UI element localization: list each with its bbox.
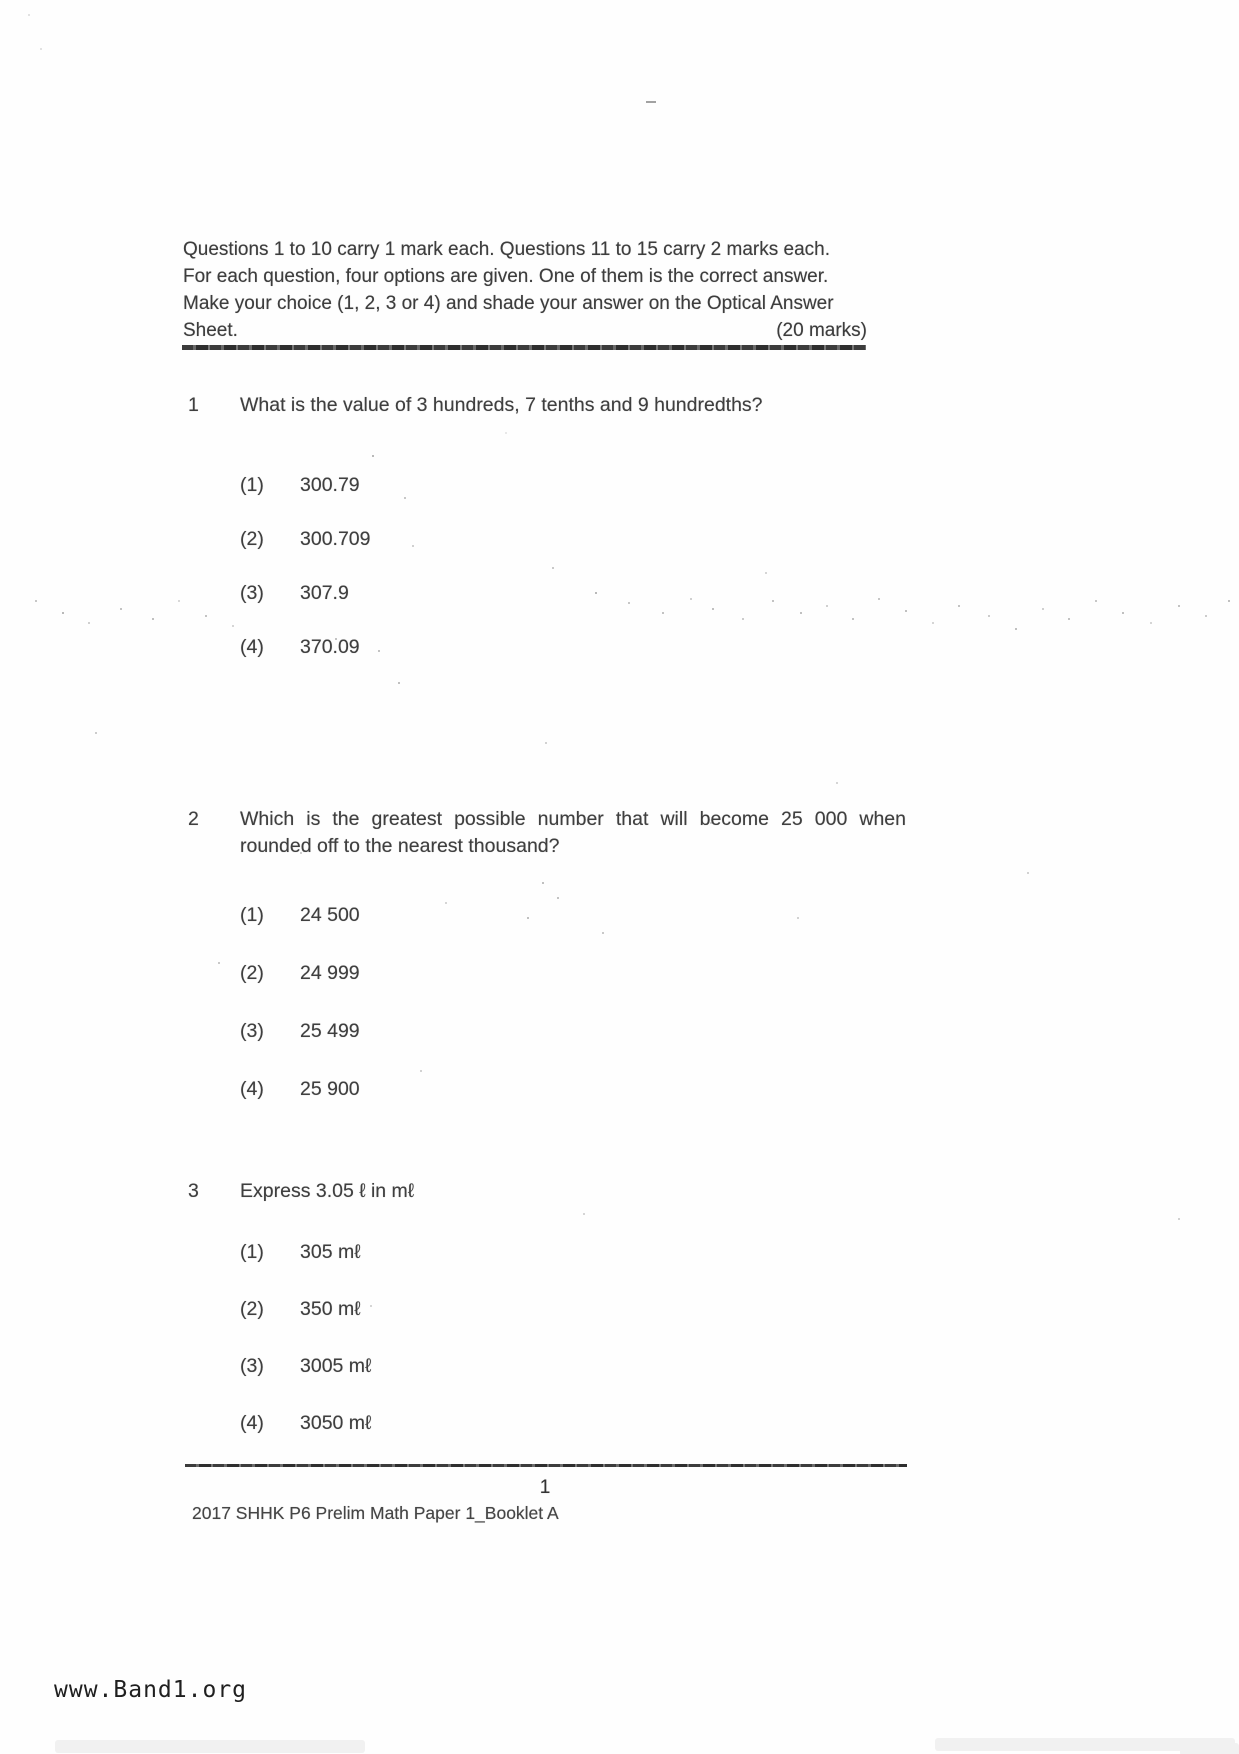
option-row xyxy=(240,580,763,607)
option-row xyxy=(240,960,906,987)
footer-divider-line xyxy=(185,1464,907,1467)
option-label: (3) xyxy=(240,1355,264,1377)
question-3 xyxy=(188,1178,414,1467)
option-label: (4) xyxy=(240,1078,264,1100)
option-row xyxy=(240,472,763,499)
option-label: (3) xyxy=(240,582,264,604)
option-value: 350 mℓ xyxy=(300,1298,361,1320)
instructions-line-4: Sheet. xyxy=(183,320,238,341)
option-row xyxy=(240,902,906,929)
option-label: (2) xyxy=(240,962,264,984)
question-text: Express 3.05 ℓ in mℓ xyxy=(240,1180,415,1202)
question-3-options xyxy=(240,1239,414,1437)
option-label: (2) xyxy=(240,528,264,550)
document-footer-title: 2017 SHHK P6 Prelim Math Paper 1_Booklet A xyxy=(192,1503,559,1523)
option-value: 370.09 xyxy=(300,636,360,658)
question-2 xyxy=(188,806,906,1134)
page-number: 1 xyxy=(539,1477,551,1498)
question-1-options xyxy=(240,472,763,661)
option-value: 305 mℓ xyxy=(300,1241,361,1263)
instructions-block xyxy=(183,236,867,344)
option-row xyxy=(240,1239,414,1266)
question-2-options xyxy=(240,902,906,1103)
option-row xyxy=(240,1018,906,1045)
option-label: (2) xyxy=(240,1298,264,1320)
question-number: 3 xyxy=(188,1180,199,1202)
scan-smudge xyxy=(1180,1743,1239,1754)
option-value: 300.79 xyxy=(300,474,360,496)
scan-noise-specks xyxy=(0,0,2,2)
option-row xyxy=(240,634,763,661)
option-row xyxy=(240,1296,414,1323)
watermark-url: www.Band1.org xyxy=(54,1677,248,1703)
header-divider-line xyxy=(182,345,866,350)
option-value: 3050 mℓ xyxy=(300,1412,372,1434)
instructions-line-3: Make your choice (1, 2, 3 or 4) and shade your answer on the Optical Answer xyxy=(183,293,834,314)
marks-note: (20 marks) xyxy=(776,320,867,341)
option-row xyxy=(240,526,763,553)
option-value: 24 500 xyxy=(300,904,360,926)
option-label: (1) xyxy=(240,1241,264,1263)
option-row xyxy=(240,1076,906,1103)
option-label: (1) xyxy=(240,474,264,496)
scan-smudge xyxy=(55,1740,365,1753)
option-label: (1) xyxy=(240,904,264,926)
question-text: What is the value of 3 hundreds, 7 tenths and 9 hundredths? xyxy=(240,394,763,416)
option-value: 3005 mℓ xyxy=(300,1355,372,1377)
question-text: Which is the greatest possible number that will become 25 000 when rounded off to the nearest thousand? xyxy=(240,808,906,857)
option-value: 300.709 xyxy=(300,528,371,550)
option-label: (4) xyxy=(240,1412,264,1434)
option-value: 24 999 xyxy=(300,962,360,984)
option-value: 307.9 xyxy=(300,582,349,604)
option-label: (3) xyxy=(240,1020,264,1042)
instructions-line-1: Questions 1 to 10 carry 1 mark each. Questions 11 to 15 carry 2 marks each. xyxy=(183,239,831,260)
option-row xyxy=(240,1353,414,1380)
question-1 xyxy=(188,392,763,688)
option-value: 25 900 xyxy=(300,1078,360,1100)
question-number: 2 xyxy=(188,808,199,830)
question-number: 1 xyxy=(188,394,199,416)
scan-dash-artifact xyxy=(646,101,656,103)
option-row xyxy=(240,1410,414,1437)
option-value: 25 499 xyxy=(300,1020,360,1042)
option-label: (4) xyxy=(240,636,264,658)
instructions-line-2: For each question, four options are given. One of them is the correct answer. xyxy=(183,266,829,287)
